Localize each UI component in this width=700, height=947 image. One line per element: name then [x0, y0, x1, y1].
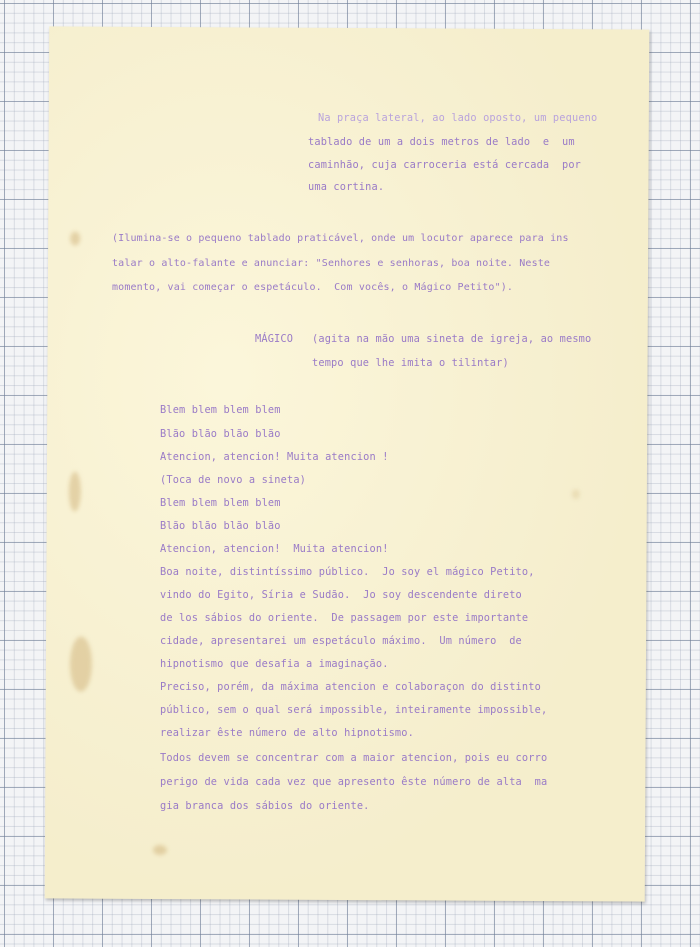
character-direction-line: tempo que lhe imita o tilintar) — [312, 357, 509, 369]
speech-line: realizar êste número de alto hipnotismo. — [160, 727, 414, 739]
paper-stain — [153, 845, 167, 855]
speech-line: Blão blão blão blão — [160, 520, 281, 532]
paper-stain — [70, 232, 80, 246]
lighting-direction-line: momento, vai começar o espetáculo. Com vocês, o Mágico Petito"). — [112, 282, 514, 293]
speech-line: de los sábios do oriente. De passagem por este importante — [160, 612, 529, 624]
speech-line: Boa noite, distintíssimo público. Jo soy el mágico Petito, — [160, 566, 535, 578]
character-name: MÁGICO — [255, 333, 294, 345]
speech-line: Preciso, porém, da máxima atencion e colaboraçon do distinto — [160, 681, 541, 693]
speech-line: vindo do Egito, Síria e Sudão. Jo soy descendente direto — [160, 589, 522, 601]
speech-line: Blão blão blão blão — [160, 428, 281, 440]
paper-stain — [572, 489, 580, 499]
paper-stain — [69, 472, 81, 512]
speech-line: gia branca dos sábios do oriente. — [160, 800, 370, 812]
speech-line: perigo de vida cada vez que apresento êste número de alta ma — [160, 776, 548, 788]
speech-line: cidade, apresentarei um espetáculo máximo. Um número de — [160, 635, 522, 647]
speech-line: Todos devem se concentrar com a maior atencion, pois eu corro — [160, 752, 548, 764]
lighting-direction-line: (Ilumina-se o pequeno tablado praticável, onde um locutor aparece para ins — [112, 233, 569, 244]
typewritten-page — [45, 26, 650, 901]
speech-line: Atencion, atencion! Muita atencion ! — [160, 451, 389, 463]
stage-direction-line: uma cortina. — [308, 181, 385, 193]
speech-line: (Toca de novo a sineta) — [160, 474, 307, 486]
speech-line: Atencion, atencion! Muita atencion! — [160, 543, 389, 555]
character-direction-line: (agita na mão uma sineta de igreja, ao mesmo — [312, 333, 592, 345]
speech-line: Blem blem blem blem — [160, 497, 281, 509]
lighting-direction-line: talar o alto-falante e anunciar: "Senhores e senhoras, boa noite. Neste — [112, 258, 551, 269]
speech-line: hipnotismo que desafia a imaginação. — [160, 658, 389, 670]
stage-direction-line: caminhão, cuja carroceria está cercada por — [308, 159, 582, 171]
speech-line: público, sem o qual será impossible, inteiramente impossible, — [160, 704, 548, 716]
stage-direction-line: Na praça lateral, ao lado oposto, um pequeno — [318, 112, 598, 124]
stage-direction-line: tablado de um a dois metros de lado e um — [308, 136, 575, 148]
paper-stain — [70, 637, 92, 692]
speech-line: Blem blem blem blem — [160, 404, 281, 416]
